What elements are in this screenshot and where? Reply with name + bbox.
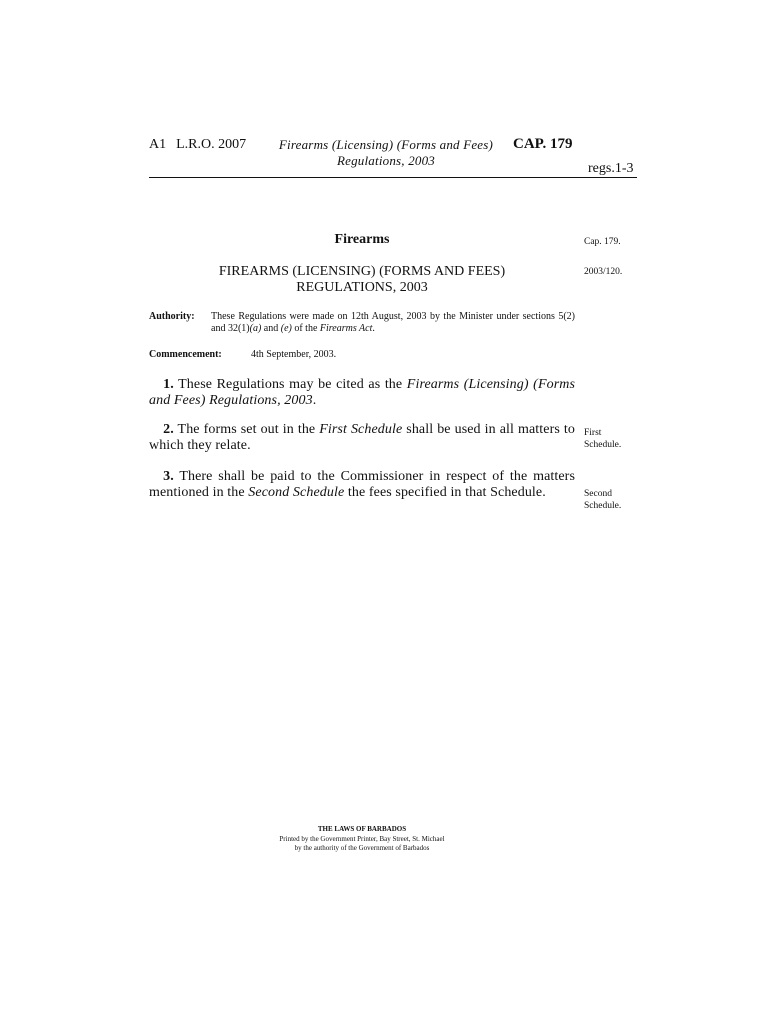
margin-note-line: First [584, 428, 602, 438]
commencement-block [149, 349, 336, 360]
document-title-line-1: FIREARMS (LICENSING) (FORMS AND FEES) [218, 264, 506, 279]
margin-note-year: 2003/120. [584, 267, 623, 277]
authority-text-part: These Regulations were made on 12th August, 2003 by the Minister under sections 5(2) and 32(1) [211, 311, 575, 334]
page-label: A1 [149, 137, 167, 152]
paragraph-text: the fees specified in that Schedule. [344, 485, 546, 500]
running-header-left [149, 137, 246, 153]
footer-printer: Printed by the Government Printer, Bay Street, St. Michael [279, 834, 445, 843]
regulation-paragraph-3 [149, 469, 575, 501]
paragraph-number: 1. [163, 377, 174, 392]
header-title-line-2: Regulations, 2003 [336, 153, 435, 168]
authority-act-name: Firearms Act [319, 323, 373, 334]
header-rule [149, 177, 637, 178]
authority-label: Authority: [149, 311, 195, 322]
chapter-number: CAP. 179 [513, 136, 573, 152]
page-footer [149, 825, 575, 854]
regulation-paragraph-2 [149, 422, 575, 454]
chapter-title: Firearms [334, 232, 390, 247]
paragraph-number: 3. [163, 469, 174, 484]
paragraph-number: 2. [163, 422, 174, 437]
document-title [149, 264, 575, 296]
header-title-line-1: Firearms (Licensing) (Forms and Fees) [278, 137, 494, 152]
margin-note-first-schedule [584, 427, 621, 451]
paragraph-text: shall be used in all matters to which they relate. [149, 422, 575, 453]
footer-authority: by the authority of the Government of Barbados [294, 844, 430, 852]
regulation-paragraph-1 [149, 377, 575, 409]
commencement-date: 4th September, 2003. [251, 349, 337, 360]
running-header-title [268, 137, 504, 169]
regulation-range: regs.1-3 [588, 161, 634, 176]
authority-text-part: (a) [249, 323, 262, 334]
paragraph-text: The forms set out in the [173, 422, 320, 437]
margin-note-line: Schedule. [584, 501, 622, 511]
margin-note-second-schedule [584, 488, 621, 512]
authority-text [211, 311, 575, 335]
paragraph-text: . [312, 393, 317, 408]
margin-note-cap: Cap. 179. [584, 237, 621, 247]
paragraph-italic: First Schedule [319, 422, 403, 437]
authority-text-part: . [372, 323, 375, 334]
authority-text-part: of the [291, 323, 320, 334]
paragraph-italic: Second Schedule [248, 485, 345, 500]
footer-title: THE LAWS OF BARBADOS [317, 825, 407, 833]
authority-text-part: and [261, 323, 281, 334]
authority-block [149, 311, 575, 334]
authority-text-part: (e) [280, 323, 292, 334]
paragraph-text: These Regulations may be cited as the [173, 377, 407, 392]
commencement-label: Commencement: [149, 349, 222, 360]
margin-note-line: Second [584, 489, 612, 499]
revision-label: L.R.O. 2007 [176, 137, 247, 152]
paragraph-italic: Firearms (Licensing) (Forms and Fees) Regulations, 2003 [149, 377, 576, 408]
margin-note-line: Schedule. [584, 440, 622, 450]
paragraph-text: There shall be paid to the Commissioner in respect of the matters mentioned in the [149, 469, 575, 500]
document-title-line-2: REGULATIONS, 2003 [296, 280, 428, 295]
